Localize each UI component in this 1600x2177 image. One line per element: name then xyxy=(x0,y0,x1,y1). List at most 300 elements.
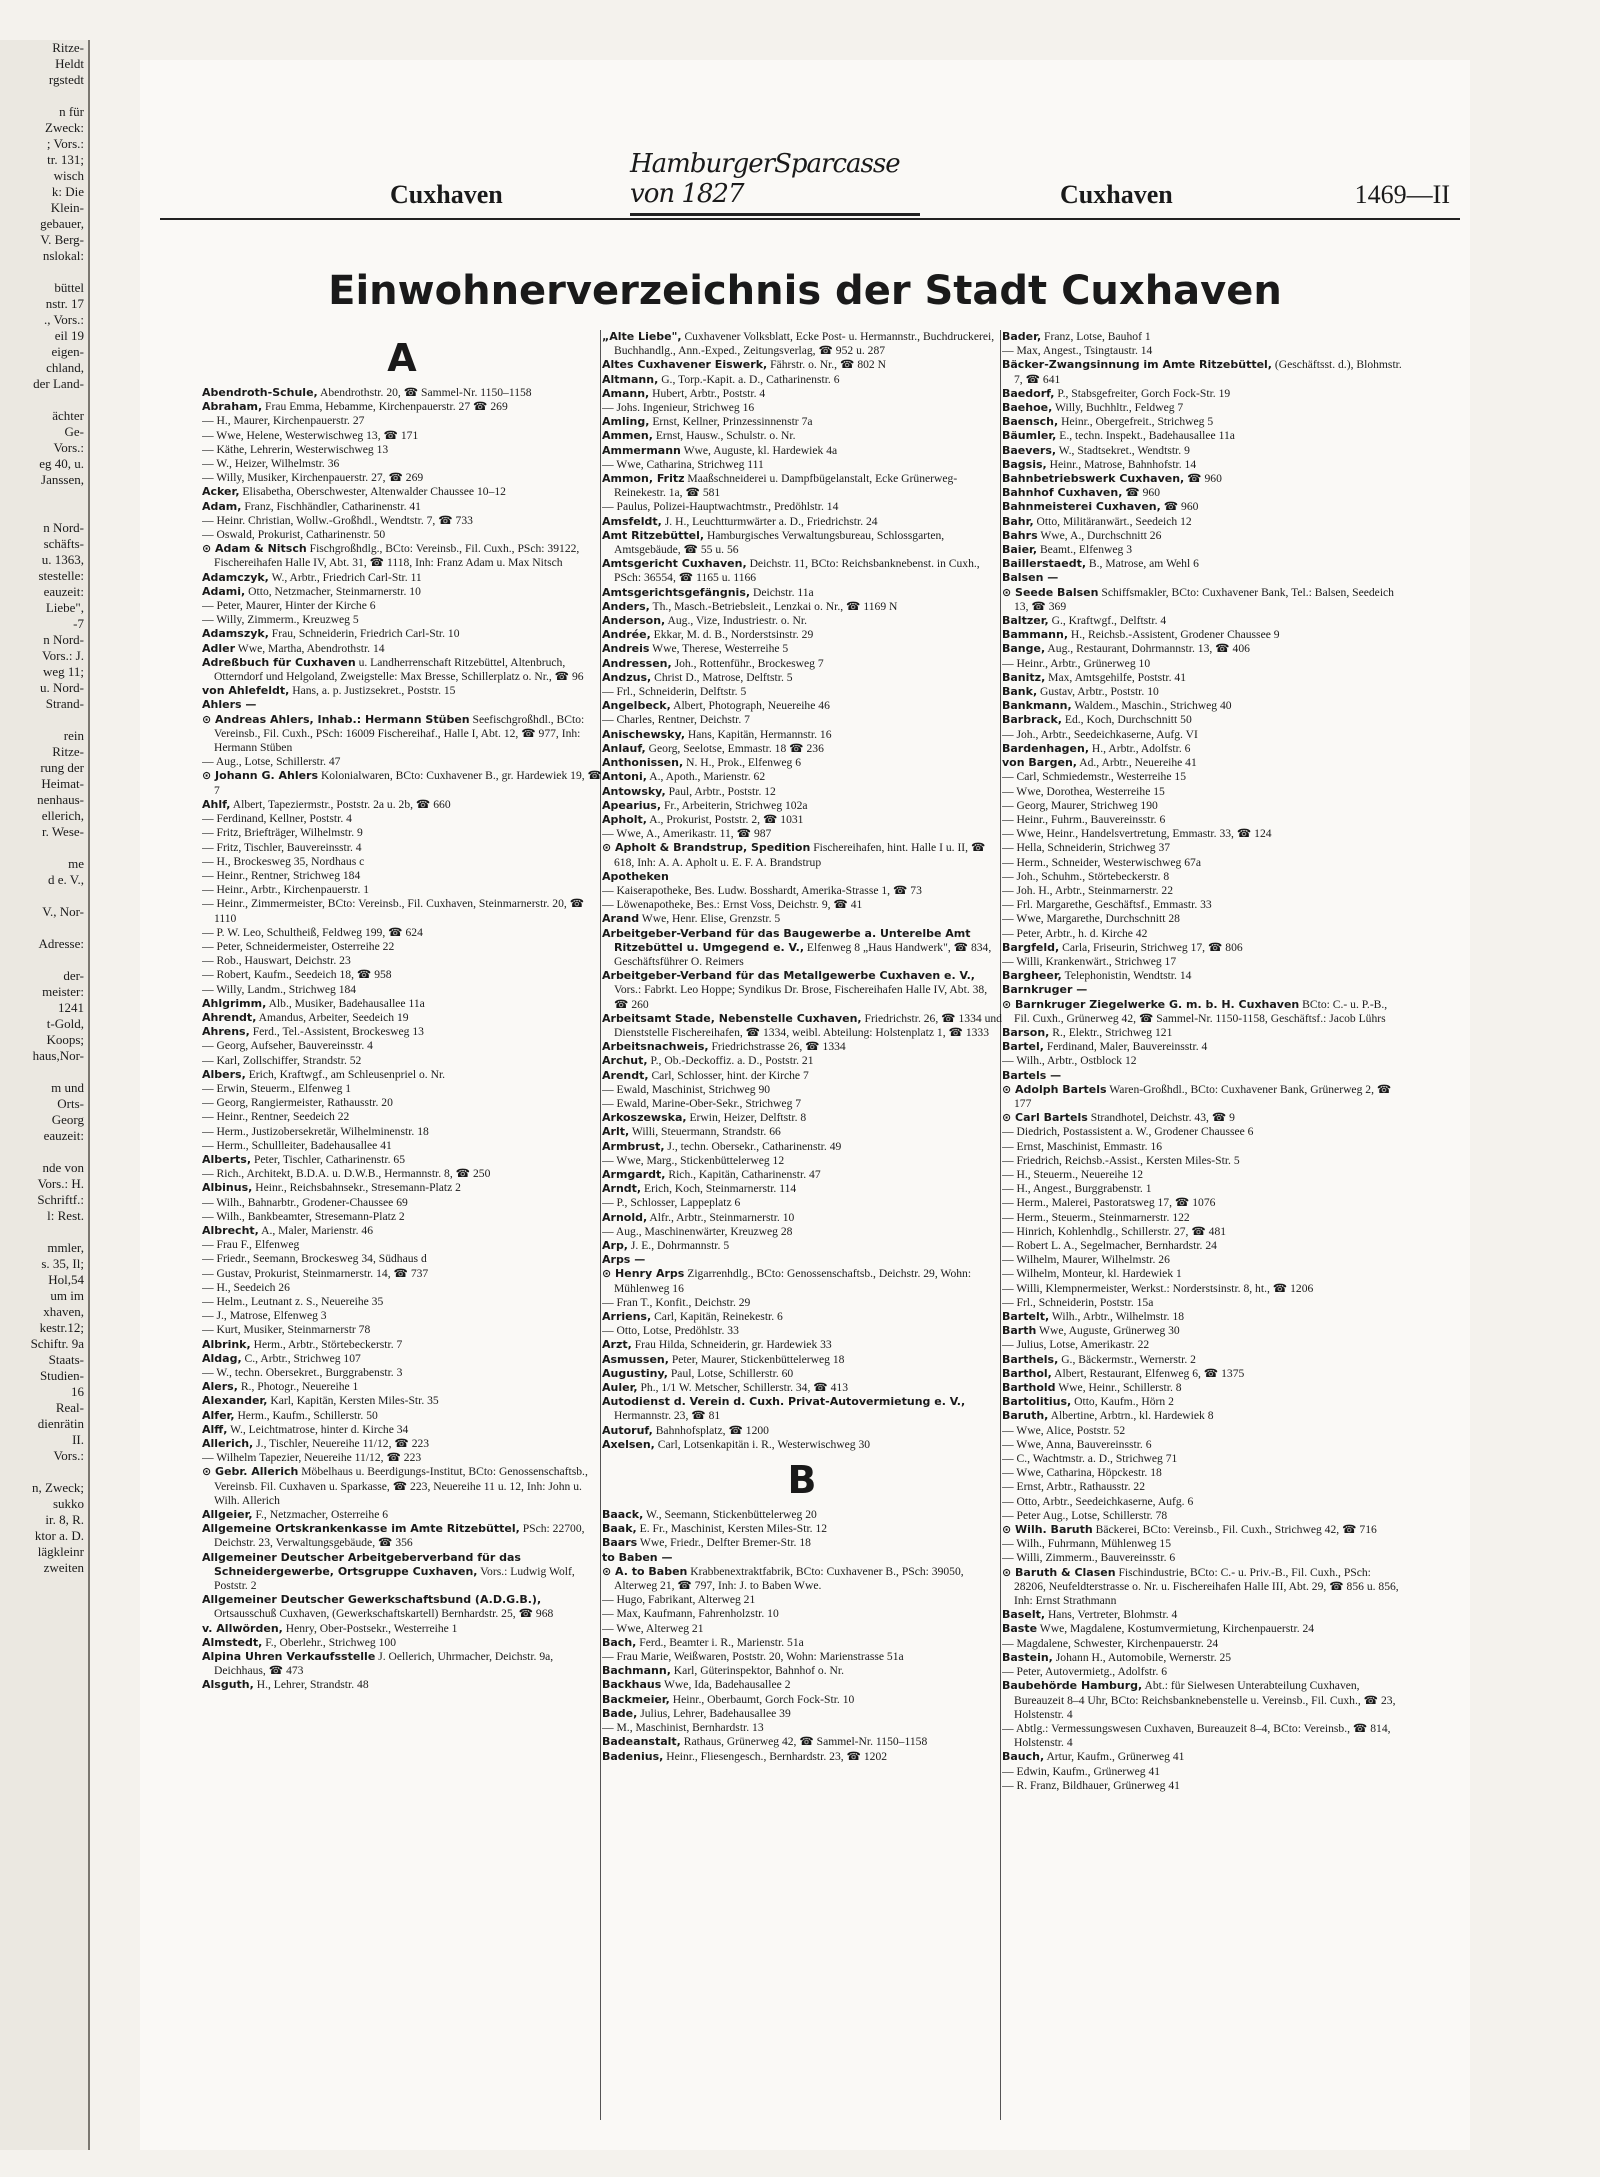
entry-details: Deichstr. 11a xyxy=(752,585,814,599)
edge-text-line xyxy=(0,920,88,936)
entry-details: Ferd., Tel.-Assistent, Brockesweg 13 xyxy=(252,1025,424,1039)
directory-entry xyxy=(202,1323,602,1337)
entry-details: — Aug., Maschinenwärter, Kreuzweg 28 xyxy=(602,1224,793,1238)
directory-entry xyxy=(1002,1750,1402,1764)
entry-details: Heinr., Fliesengesch., Bernhardstr. 23, ☎ 1202 xyxy=(666,1749,888,1763)
entry-details: R., Photogr., Neuereihe 1 xyxy=(240,1380,359,1394)
edge-text-line: nde von xyxy=(42,1160,84,1175)
directory-entry xyxy=(1002,1111,1402,1125)
edge-text-line xyxy=(0,504,88,520)
directory-entry xyxy=(1002,1637,1402,1651)
entry-name: Baensch, xyxy=(1002,415,1059,429)
directory-entry xyxy=(202,443,602,457)
entry-details: — Wilh., Fuhrmann, Mühlenweg 15 xyxy=(1002,1537,1172,1551)
directory-entry xyxy=(602,685,1002,699)
entry-name: Aldag, xyxy=(202,1351,242,1365)
directory-entry xyxy=(1002,415,1402,429)
entry-details: Aug., Restaurant, Dohrmannstr. 13, ☎ 406 xyxy=(1047,642,1250,656)
directory-entry xyxy=(1002,884,1402,898)
entry-details: — J., Matrose, Elfenweg 3 xyxy=(202,1309,327,1323)
edge-text-line: der Land- xyxy=(33,376,84,391)
entry-name: Bargfeld, xyxy=(1002,940,1060,954)
entry-name: Adamczyk, xyxy=(202,570,269,584)
entry-details: Ortsausschuß Cuxhaven, (Gewerkschaftskartell) Bernhardstr. 25, ☎ 968 xyxy=(214,1607,554,1621)
directory-entry xyxy=(602,1622,1002,1636)
entry-name: Acker, xyxy=(202,485,240,499)
entry-details: — Otto, Arbtr., Seedeichkaserne, Aufg. 6 xyxy=(1002,1494,1194,1508)
entry-name: Armgardt, xyxy=(602,1167,666,1181)
edge-text-line: d e. V., xyxy=(48,872,84,887)
entry-details: Wwe, Martha, Abendrothstr. 14 xyxy=(237,641,385,655)
directory-entry xyxy=(602,1196,1002,1210)
directory-entry xyxy=(202,400,602,414)
entry-name: Alff, xyxy=(202,1422,228,1436)
entry-details: — Georg, Aufseher, Bauvereinsstr. 4 xyxy=(202,1039,373,1053)
edge-text-line: n, Zweck; xyxy=(32,1480,84,1495)
entry-details: Julius, Lehrer, Badehausallee 39 xyxy=(640,1706,791,1720)
directory-entry xyxy=(602,1225,1002,1239)
entry-details: Frau, Schneiderin, Friedrich Carl-Str. 10 xyxy=(271,627,460,641)
entry-details: Hamburgisches Verwaltungsbureau, Schlossgarten, Amtsgebäude, ☎ 55 u. 56 xyxy=(614,528,945,557)
directory-entry xyxy=(602,785,1002,799)
directory-entry xyxy=(202,1039,602,1053)
entry-name: Apotheken xyxy=(602,869,669,883)
entry-details: Wwe, Heinr., Schillerstr. 8 xyxy=(1058,1381,1182,1395)
entry-details: A., Maler, Marienstr. 46 xyxy=(261,1223,374,1237)
entry-name: Baak, xyxy=(602,1522,637,1536)
entry-name: ⊙ Henry Arps xyxy=(602,1267,685,1281)
entry-details: Hans, Kapitän, Hermannstr. 16 xyxy=(687,727,832,741)
entry-details: Friedrichstr. 26, ☎ 1334 und Dienststelle Fischereihafen, ☎ 1334, weibl. Abteilung: Holstenplatz 1, ☎ 1333 xyxy=(614,1011,1002,1039)
directory-entry xyxy=(202,897,602,925)
entry-name: Bahnmeisterei Cuxhaven, xyxy=(1002,500,1161,514)
entry-name: Andressen, xyxy=(602,656,672,670)
directory-entry xyxy=(1002,671,1402,685)
directory-entry xyxy=(202,841,602,855)
entry-details: G., Bäckermstr., Wernerstr. 2 xyxy=(1061,1352,1196,1366)
entry-details: G., Torp.-Kapit. a. D., Catharinenstr. 6 xyxy=(661,372,840,386)
page-title: Einwohnerverzeichnis der Stadt Cuxhaven xyxy=(328,268,1282,314)
entry-name: Adamszyk, xyxy=(202,627,269,641)
entry-details: — Friedr., Seemann, Brockesweg 34, Südhaus d xyxy=(202,1252,427,1266)
entry-details: — Peter Aug., Lotse, Schillerstr. 78 xyxy=(1002,1508,1168,1522)
directory-entry xyxy=(602,1636,1002,1650)
entry-name: ⊙ Wilh. Baruth xyxy=(1002,1523,1093,1537)
entry-details: P., Ob.-Deckoffiz. a. D., Poststr. 21 xyxy=(650,1054,814,1068)
entry-name: Bastein, xyxy=(1002,1650,1053,1664)
directory-entry xyxy=(1002,1083,1402,1111)
entry-details: Albert, Photograph, Neuereihe 46 xyxy=(673,699,830,713)
entry-details: — Wwe, Heinr., Handelsvertretung, Emmastr. 33, ☎ 124 xyxy=(1002,827,1272,841)
edge-text-line: Strand- xyxy=(45,696,84,711)
entry-details: — Wilhelm, Maurer, Wilhelmstr. 26 xyxy=(1002,1253,1170,1267)
entry-details: — Herm., Schullleiter, Badehausallee 41 xyxy=(202,1138,392,1152)
entry-details: Ernst, Kellner, Prinzessinnenstr 7a xyxy=(652,415,813,429)
directory-entry xyxy=(602,472,1002,500)
directory-entry xyxy=(1002,1196,1402,1210)
entry-name: ⊙ Gebr. Allerich xyxy=(202,1465,299,1479)
directory-entry xyxy=(1002,1211,1402,1225)
entry-details: — Willi, Klempnermeister, Werkst.: Norderstsinstr. 8, ht., ☎ 1206 xyxy=(1002,1281,1314,1295)
entry-details: Erich, Koch, Steinmarnerstr. 114 xyxy=(644,1182,797,1196)
entry-details: Wwe, Magdalene, Kostumvermietung, Kirchenpauerstr. 24 xyxy=(1039,1622,1315,1636)
directory-entry xyxy=(202,997,602,1011)
entry-details: — Georg, Maurer, Strichweg 190 xyxy=(1002,798,1158,812)
edge-text-line: Ritze- xyxy=(52,744,84,759)
directory-entry xyxy=(202,855,602,869)
edge-text-line xyxy=(0,88,88,104)
edge-text-line: n Nord- xyxy=(43,632,84,647)
entry-details: Ferdinand, Maler, Bauvereinsstr. 4 xyxy=(1046,1040,1208,1054)
entry-name: Auler, xyxy=(602,1381,638,1395)
edge-text-line: tr. 131; xyxy=(47,152,84,167)
edge-text-line: Adresse: xyxy=(38,936,84,951)
directory-entry xyxy=(1002,358,1402,386)
entry-name: von Bargen, xyxy=(1002,756,1077,770)
entry-details: Th., Masch.-Betriebsleit., Lenzkai o. Nr., ☎ 1169 N xyxy=(652,599,898,613)
directory-entry xyxy=(602,870,1002,884)
entry-details: — Wilh., Arbtr., Ostblock 12 xyxy=(1002,1054,1137,1068)
directory-entry xyxy=(602,1438,1002,1452)
directory-entry xyxy=(602,1125,1002,1139)
directory-entry xyxy=(1002,742,1402,756)
entry-details: Wwe, Ida, Badehausallee 2 xyxy=(663,1678,791,1692)
entry-details: P., Stabsgefreiter, Gorch Fock-Str. 19 xyxy=(1057,386,1231,400)
directory-entry xyxy=(202,1522,602,1550)
entry-name: Andzus, xyxy=(602,670,652,684)
entry-details: Albert, Tapeziermstr., Poststr. 2a u. 2b, ☎ 660 xyxy=(232,797,451,811)
entry-name: Adler xyxy=(202,641,236,655)
entry-details: Otto, Kaufm., Hörn 2 xyxy=(1074,1395,1174,1409)
edge-text-line xyxy=(0,888,88,904)
directory-entry xyxy=(602,1693,1002,1707)
entry-details: Gustav, Arbtr., Poststr. 10 xyxy=(1040,685,1159,699)
entry-details: Bäckerei, BCto: Vereinsb., Fil. Cuxh., Strichweg 42, ☎ 716 xyxy=(1095,1523,1377,1537)
entry-details: Peter, Tischler, Catharinenstr. 65 xyxy=(253,1152,406,1166)
directory-entry xyxy=(202,585,602,599)
entry-details: Fr., Arbeiterin, Strichweg 102a xyxy=(663,798,808,812)
directory-entry xyxy=(1002,1679,1402,1722)
edge-text-line xyxy=(0,712,88,728)
directory-entry xyxy=(602,1182,1002,1196)
entry-details: — Wilhelm, Monteur, kl. Hardewiek 1 xyxy=(1002,1267,1182,1281)
entry-details: Ad., Arbtr., Neuereihe 41 xyxy=(1079,756,1197,770)
entry-name: Arlt, xyxy=(602,1125,630,1139)
directory-entry xyxy=(1002,500,1402,514)
directory-entry xyxy=(602,1168,1002,1182)
entry-details: — Heinr., Rentner, Seedeich 22 xyxy=(202,1110,350,1124)
edge-text-line: dienrätin xyxy=(37,1416,84,1431)
directory-entry xyxy=(602,657,1002,671)
entry-name: Angelbeck, xyxy=(602,699,671,713)
entry-name: Bäcker-Zwangsinnung im Amte Ritzebüttel, xyxy=(1002,358,1272,372)
directory-entry xyxy=(602,1338,1002,1352)
directory-entry xyxy=(1002,1566,1402,1609)
entry-name: ⊙ Seede Balsen xyxy=(1002,585,1099,599)
entry-name: ⊙ Johann G. Ahlers xyxy=(202,769,319,783)
directory-entry xyxy=(1002,1125,1402,1139)
directory-entry xyxy=(602,1593,1002,1607)
directory-entry xyxy=(202,542,602,570)
entry-details: Seefischgroßhdl., BCto: Vereinsb., Fil. Cuxh., PSch: 16009 Fischereihaf., Halle I, Abt. 12, ☎ 977, Inh: Hermann Stüben xyxy=(214,712,585,755)
directory-entry xyxy=(1002,1509,1402,1523)
entry-details: Amandus, Arbeiter, Seedeich 19 xyxy=(258,1010,409,1024)
entry-details: — Robert, Kaufm., Seedeich 18, ☎ 958 xyxy=(202,968,392,982)
directory-entry xyxy=(602,387,1002,401)
edge-text-line: der- xyxy=(63,968,84,983)
directory-entry xyxy=(602,1565,1002,1593)
edge-text-line: büttel xyxy=(54,280,84,295)
entry-details: — Johs. Ingenieur, Strichweg 16 xyxy=(602,401,755,415)
entry-name: Amt Ritzebüttel, xyxy=(602,528,705,542)
directory-entry xyxy=(202,968,602,982)
section-letter: A xyxy=(387,336,417,380)
entry-details: Beamt., Elfenweg 3 xyxy=(1039,543,1133,557)
entry-details: Max, Amtsgehilfe, Poststr. 41 xyxy=(1048,670,1186,684)
edge-text-line: ktor a. D. xyxy=(34,1528,84,1543)
edge-text-line: Vors.: xyxy=(53,1448,84,1463)
directory-entry xyxy=(202,1650,602,1678)
directory-entry xyxy=(602,600,1002,614)
directory-entry xyxy=(602,1395,1002,1423)
entry-details: Franz, Fischhändler, Catharinenstr. 41 xyxy=(244,499,421,513)
entry-name: Baier, xyxy=(1002,543,1038,557)
directory-entry xyxy=(1002,557,1402,571)
edge-text-line: stestelle: xyxy=(38,568,84,583)
entry-details: Wwe, Auguste, Grünerweg 30 xyxy=(1039,1324,1180,1338)
entry-details: Albert, Restaurant, Elfenweg 6, ☎ 1375 xyxy=(1054,1366,1245,1380)
edge-text-line: Georg xyxy=(51,1112,84,1127)
entry-name: Arndt, xyxy=(602,1182,642,1196)
directory-entry xyxy=(602,884,1002,898)
directory-entry xyxy=(1002,1054,1402,1068)
entry-details: u. Landherrenschaft Ritzebüttel, Altenbruch, Otterndorf und Helgoland, Zweigstelle: Max Bresse, Schillerplatz o. Nr., ☎ 96 xyxy=(214,655,584,684)
edge-text-line xyxy=(0,1224,88,1240)
entry-name: Amling, xyxy=(602,415,650,429)
directory-entry xyxy=(602,1140,1002,1154)
entry-name: Bartels — xyxy=(1002,1068,1062,1082)
entry-details: H., Arbtr., Adolfstr. 6 xyxy=(1091,741,1191,755)
edge-text-line: Liebe", xyxy=(45,600,84,615)
directory-entry xyxy=(202,485,602,499)
directory-entry xyxy=(202,1167,602,1181)
edge-text-line: V. Berg- xyxy=(40,232,84,247)
edge-text-line: lägkleinr xyxy=(37,1544,84,1559)
directory-entry xyxy=(1002,983,1402,997)
directory-entry xyxy=(202,1210,602,1224)
entry-details: — Wwe, Alice, Poststr. 52 xyxy=(1002,1423,1126,1437)
entry-details: — Rich., Architekt, B.D.A. u. D.W.B., Hermannstr. 8, ☎ 250 xyxy=(202,1167,491,1181)
directory-entry xyxy=(602,827,1002,841)
entry-details: ☎ 960 xyxy=(1163,500,1199,514)
edge-text-line: Vors.: xyxy=(53,440,84,455)
entry-name: to Baben — xyxy=(602,1550,673,1564)
directory-entry xyxy=(1002,756,1402,770)
directory-column-2 xyxy=(602,330,1002,2120)
edge-text-line: Orts- xyxy=(57,1096,84,1111)
directory-entry xyxy=(1002,387,1402,401)
directory-entry xyxy=(602,401,1002,415)
entry-details: — Frl., Schneiderin, Poststr. 15a xyxy=(1002,1295,1154,1309)
edge-text-line xyxy=(0,1144,88,1160)
entry-name: ⊙ Adam & Nitsch xyxy=(202,542,307,556)
directory-entry xyxy=(602,1607,1002,1621)
entry-name: Banitz, xyxy=(1002,670,1046,684)
edge-text-line: Hol,54 xyxy=(48,1272,84,1287)
entry-details: — Ewald, Maschinist, Strichweg 90 xyxy=(602,1082,771,1096)
entry-details: — Julius, Lotse, Amerikastr. 22 xyxy=(1002,1338,1150,1352)
entry-name: von Ahlefeldt, xyxy=(202,684,290,698)
section-letter: B xyxy=(787,1458,817,1503)
entry-details: — M., Maschinist, Bernhardstr. 13 xyxy=(602,1721,764,1735)
entry-details: Rathaus, Grünerweg 42, ☎ Sammel-Nr. 1150–1158 xyxy=(683,1735,928,1749)
directory-entry xyxy=(1002,827,1402,841)
directory-entry xyxy=(602,1750,1002,1764)
entry-details: — Ernst, Maschinist, Emmastr. 16 xyxy=(1002,1139,1163,1153)
directory-entry xyxy=(602,1111,1002,1125)
directory-entry xyxy=(202,1110,602,1124)
entry-details: — Otto, Lotse, Predöhlstr. 33 xyxy=(602,1324,739,1338)
edge-text-line xyxy=(0,1464,88,1480)
directory-entry xyxy=(1002,458,1402,472)
entry-details: — Hugo, Fabrikant, Alterweg 21 xyxy=(602,1593,756,1607)
directory-entry xyxy=(1002,1665,1402,1679)
edge-text-line: Studien- xyxy=(39,1368,84,1383)
entry-details: H., Reichsb.-Assistent, Grodener Chaussee 9 xyxy=(1070,628,1280,642)
entry-name: Bardenhagen, xyxy=(1002,741,1089,755)
entry-details: W., Seemann, Stickenbüttelerweg 20 xyxy=(645,1508,817,1522)
directory-entry xyxy=(602,1239,1002,1253)
entry-details: — Aug., Lotse, Schillerstr. 47 xyxy=(202,755,341,769)
directory-entry xyxy=(602,1664,1002,1678)
directory-entry xyxy=(1002,515,1402,529)
entry-details: Telephonistin, Wendtstr. 14 xyxy=(1064,969,1192,983)
directory-entry xyxy=(602,373,1002,387)
entry-name: Ahlgrimm, xyxy=(202,996,267,1010)
entry-name: Arnold, xyxy=(602,1210,648,1224)
directory-entry xyxy=(602,1296,1002,1310)
entry-details: — Robert L. A., Segelmacher, Bernhardstr. 24 xyxy=(1002,1239,1217,1252)
entry-name: Albrecht, xyxy=(202,1223,259,1237)
directory-entry xyxy=(1002,998,1402,1026)
directory-entry xyxy=(202,1437,602,1451)
directory-entry xyxy=(1002,1140,1402,1154)
entry-name: Adami, xyxy=(202,584,246,598)
entry-details: Abendrothstr. 20, ☎ Sammel-Nr. 1150–1158 xyxy=(319,386,532,399)
entry-details: G., Kraftwgf., Delftstr. 4 xyxy=(1051,614,1167,628)
entry-details: — Frau F., Elfenweg xyxy=(202,1238,300,1252)
entry-details: Abt.: für Sielwesen Unterabteilung Cuxhaven, Bureauzeit 8–4 Uhr, BCto: Reichsbanknebenstelle u. Vereinsb., Fil. Cuxh., ☎ 23, Holstenstr. 4 xyxy=(1014,1679,1396,1721)
entry-details: — Kurt, Musiker, Steinmarnerstr 78 xyxy=(202,1323,371,1337)
edge-text-line: ellerich, xyxy=(41,808,84,823)
directory-entry xyxy=(202,642,602,656)
entry-name: Bankmann, xyxy=(1002,699,1072,713)
directory-entry xyxy=(602,1536,1002,1550)
entry-details: — Willi, Zimmerm., Bauvereinsstr. 6 xyxy=(1002,1551,1176,1565)
entry-name: Anthonissen, xyxy=(602,756,684,770)
directory-entry xyxy=(202,1252,602,1266)
entry-name: Baedorf, xyxy=(1002,386,1055,400)
directory-entry xyxy=(202,698,602,712)
entry-name: Anischewsky, xyxy=(602,727,685,741)
entry-details: (Geschäftsst. d.), Blohmstr. 7, ☎ 641 xyxy=(1014,358,1402,386)
directory-entry xyxy=(202,514,602,528)
entry-name: Antoni, xyxy=(602,770,647,784)
entry-name: Adreßbuch für Cuxhaven xyxy=(202,655,356,669)
entry-details: — Ewald, Marine-Ober-Sekr., Strichweg 7 xyxy=(602,1096,802,1110)
edge-text-line: k: Die xyxy=(51,184,84,199)
directory-entry xyxy=(1002,1225,1402,1239)
directory-entry xyxy=(602,756,1002,770)
entry-name: Albrink, xyxy=(202,1337,251,1351)
entry-details: — Wilh., Bankbeamter, Stresemann-Platz 2 xyxy=(202,1209,405,1223)
directory-entry xyxy=(202,386,602,400)
entry-name: ⊙ Andreas Ahlers, Inhab.: Hermann Stüben xyxy=(202,712,470,726)
entry-details: Erwin, Heizer, Delftstr. 8 xyxy=(689,1111,807,1125)
directory-entry xyxy=(1002,657,1402,671)
entry-name: Baltzer, xyxy=(1002,614,1049,628)
directory-entry xyxy=(202,1025,602,1039)
directory-entry xyxy=(602,1353,1002,1367)
entry-details: Ph., 1/1 W. Metscher, Schillerstr. 34, ☎ 413 xyxy=(640,1381,848,1395)
entry-details: — P., Schlosser, Lappeplatz 6 xyxy=(602,1196,741,1210)
directory-entry xyxy=(602,515,1002,529)
entry-name: Arkoszewska, xyxy=(602,1111,687,1125)
entry-details: — Max, Angest., Tsingtaustr. 14 xyxy=(1002,344,1153,358)
entry-details: Elisabetha, Oberschwester, Altenwalder Chaussee 10–12 xyxy=(242,485,506,499)
entry-name: Ammen, xyxy=(602,429,653,443)
entry-details: — Peter, Autovermietg., Adolfstr. 6 xyxy=(1002,1665,1168,1679)
entry-details: — Friedrich, Reichsb.-Assist., Kersten Miles-Str. 5 xyxy=(1002,1153,1240,1167)
directory-entry xyxy=(602,429,1002,443)
directory-entry xyxy=(602,1721,1002,1735)
entry-details: Friedrichstrasse 26, ☎ 1334 xyxy=(711,1040,846,1054)
edge-text-line: um im xyxy=(50,1288,84,1303)
directory-entry xyxy=(1002,1466,1402,1480)
directory-entry xyxy=(1002,912,1402,926)
entry-details: — Ernst, Arbtr., Rathausstr. 22 xyxy=(1002,1480,1145,1494)
directory-entry xyxy=(202,457,602,471)
directory-entry xyxy=(202,1622,602,1636)
directory-entry xyxy=(602,1508,1002,1522)
entry-details: — Fritz, Tischler, Bauvereinsstr. 4 xyxy=(202,840,362,854)
entry-name: ⊙ Baruth & Clasen xyxy=(1002,1565,1116,1579)
entry-name: Backmeier, xyxy=(602,1692,670,1706)
entry-details: C., Arbtr., Strichweg 107 xyxy=(244,1351,361,1365)
header-left-city: Cuxhaven xyxy=(390,180,503,209)
entry-name: Bäumler, xyxy=(1002,429,1057,443)
directory-entry xyxy=(1002,614,1402,628)
directory-entry xyxy=(202,1352,602,1366)
entry-name: Alers, xyxy=(202,1380,238,1394)
entry-details: W., Leichtmatrose, hinter d. Kirche 34 xyxy=(230,1422,409,1436)
entry-details: Willi, Steuermann, Strandstr. 66 xyxy=(631,1125,781,1139)
edge-text-line: Vors.: J. xyxy=(41,648,84,663)
directory-entry xyxy=(602,500,1002,514)
entry-details: Fischgroßhdlg., BCto: Vereinsb., Fil. Cuxh., PSch: 39122, Fischereihafen Halle IV, Abt. 31, ☎ 1118, Inh: Franz Adam u. Max Nitsch xyxy=(214,542,580,570)
entry-details: Frau Hilda, Schneiderin, gr. Hardewiek 33 xyxy=(634,1338,832,1352)
directory-entry xyxy=(602,1211,1002,1225)
entry-details: ☎ 960 xyxy=(1187,472,1222,486)
directory-entry xyxy=(1002,898,1402,912)
edge-text-line: u. Nord- xyxy=(39,680,84,695)
entry-name: Baillerstaedt, xyxy=(1002,557,1087,571)
directory-entry xyxy=(202,1011,602,1025)
entry-details: Cuxhavener Volksblatt, Ecke Post- u. Hermannstr., Buchdruckerei, Buchhandlg., Ann.-Exped., Zeitungsverlag, ☎ 952 u. 287 xyxy=(614,330,995,358)
entry-name: Andreis xyxy=(602,642,650,656)
directory-entry xyxy=(202,414,602,428)
edge-text-line: zweiten xyxy=(43,1560,84,1575)
